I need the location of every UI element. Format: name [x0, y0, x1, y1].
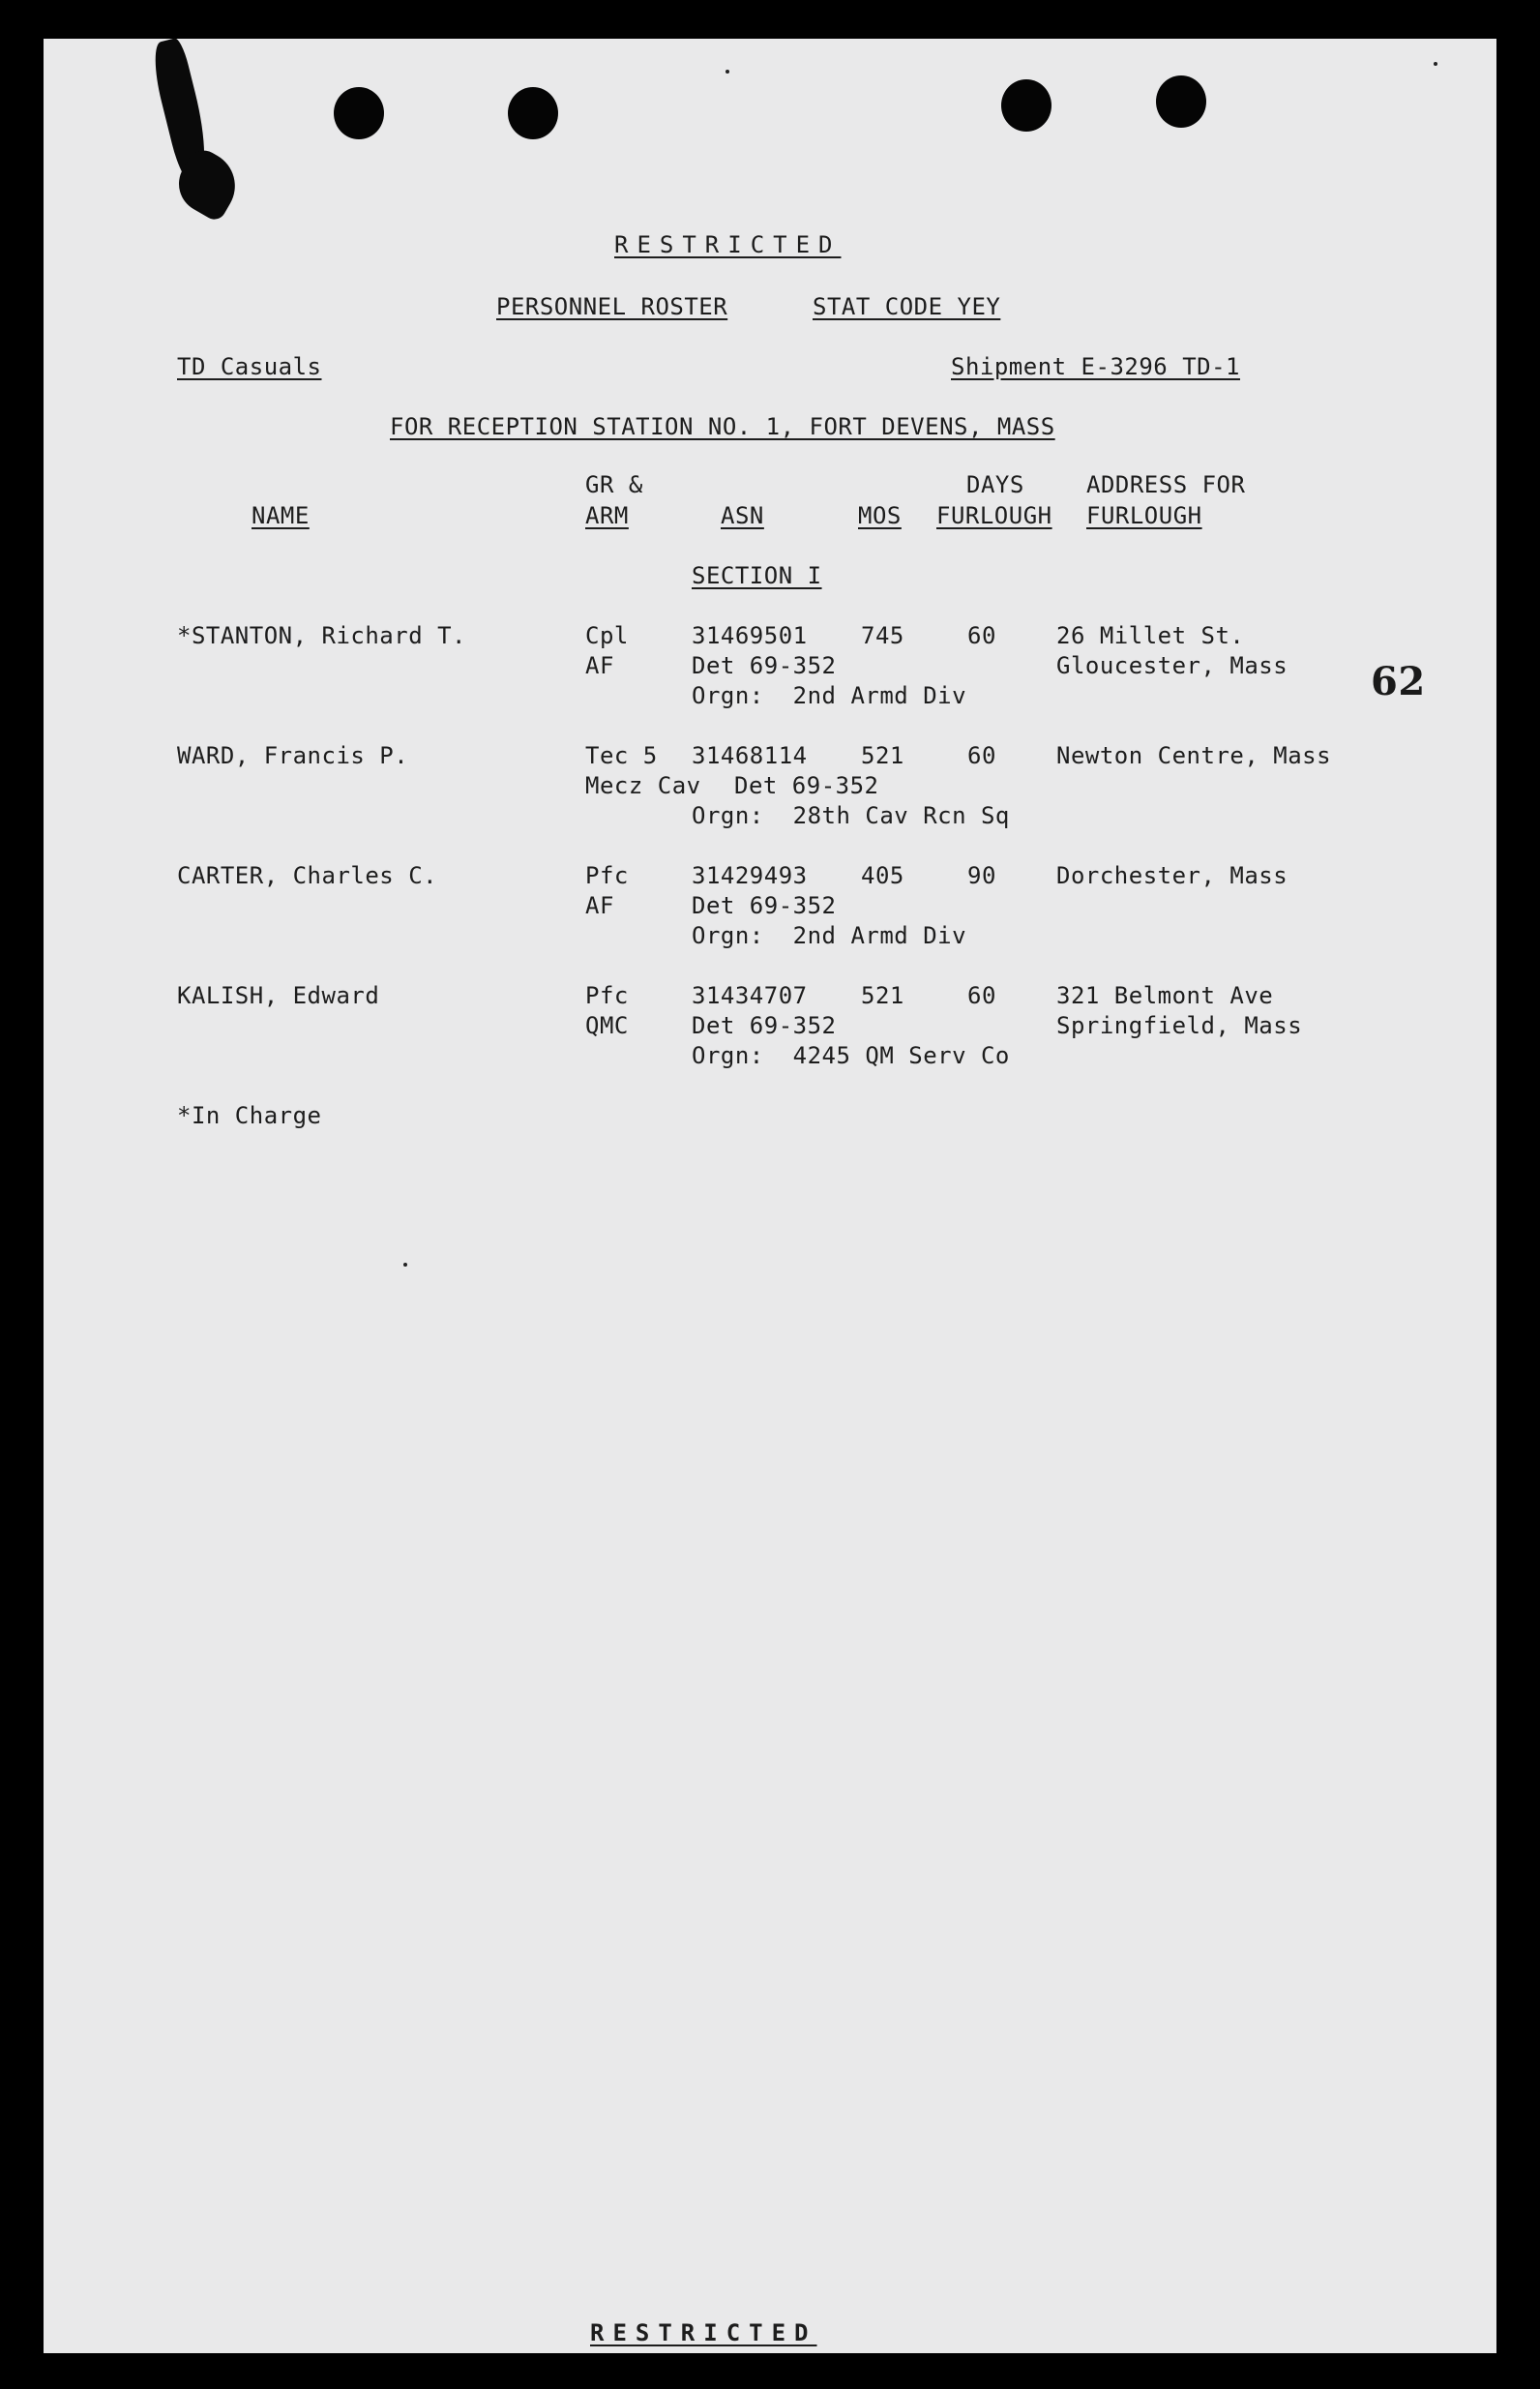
column-header-name: NAME	[252, 502, 310, 529]
roster-row-mos: 521	[861, 742, 904, 769]
roster-row-asn: 31429493	[692, 862, 808, 889]
roster-title: PERSONNEL ROSTER	[496, 293, 728, 320]
roster-row-mos: 521	[861, 982, 904, 1009]
column-header-address-furlough: FURLOUGH	[1086, 502, 1202, 529]
document-page	[44, 39, 1496, 2353]
column-header-furlough: FURLOUGH	[936, 502, 1052, 529]
roster-row-address: Springfield, Mass	[1056, 1012, 1303, 1039]
roster-row-grade: Cpl	[585, 622, 629, 649]
roster-row-detail: Det 69-352	[692, 1012, 837, 1039]
shipment-number: Shipment E-3296 TD-1	[951, 353, 1240, 380]
punch-hole	[1001, 79, 1051, 132]
roster-row-name: *STANTON, Richard T.	[177, 622, 466, 649]
roster-row-days: 60	[967, 622, 996, 649]
roster-row-detail: Det 69-352	[692, 892, 837, 919]
roster-row-grade: Pfc	[585, 862, 629, 889]
paper-speck	[403, 1263, 407, 1267]
roster-row-days: 90	[967, 862, 996, 889]
roster-row-days: 60	[967, 982, 996, 1009]
paper-speck	[1434, 62, 1437, 66]
roster-row-name: KALISH, Edward	[177, 982, 380, 1009]
classification-footer: RESTRICTED	[590, 2319, 817, 2346]
paper-speck	[726, 70, 729, 74]
column-header-grade: GR &	[585, 471, 643, 498]
roster-row-arm: AF	[585, 652, 614, 679]
punch-hole	[1156, 75, 1206, 128]
destination: FOR RECEPTION STATION NO. 1, FORT DEVENS, MASS	[390, 413, 1055, 440]
roster-row-orgn: Orgn: 4245 QM Serv Co	[692, 1042, 1010, 1069]
roster-row-asn: 31468114	[692, 742, 808, 769]
stat-code: STAT CODE YEY	[813, 293, 1001, 320]
roster-row-arm: QMC	[585, 1012, 629, 1039]
section-title: SECTION I	[692, 562, 822, 589]
page-number: 62	[1371, 659, 1426, 704]
roster-row-name: CARTER, Charles C.	[177, 862, 438, 889]
footnote: *In Charge	[177, 1102, 322, 1129]
roster-row-grade: Pfc	[585, 982, 629, 1009]
column-header-mos: MOS	[858, 502, 902, 529]
roster-row-orgn: Orgn: 2nd Armd Div	[692, 922, 967, 949]
roster-row-orgn: Orgn: 28th Cav Rcn Sq	[692, 802, 1010, 829]
roster-row-address: Dorchester, Mass	[1056, 862, 1288, 889]
roster-row-mos: 745	[861, 622, 904, 649]
column-header-asn: ASN	[721, 502, 764, 529]
punch-hole	[508, 87, 558, 139]
roster-row-name: WARD, Francis P.	[177, 742, 409, 769]
roster-row-arm: Mecz Cav	[585, 772, 701, 799]
roster-row-arm: AF	[585, 892, 614, 919]
group-label: TD Casuals	[177, 353, 322, 380]
roster-row-days: 60	[967, 742, 996, 769]
roster-row-asn: 31469501	[692, 622, 808, 649]
roster-row-asn: 31434707	[692, 982, 808, 1009]
roster-row-grade: Tec 5	[585, 742, 658, 769]
punch-hole	[334, 87, 384, 139]
roster-row-address: Gloucester, Mass	[1056, 652, 1288, 679]
roster-row-detail: Det 69-352	[692, 652, 837, 679]
roster-row-mos: 405	[861, 862, 904, 889]
column-header-arm: ARM	[585, 502, 629, 529]
column-header-days: DAYS	[966, 471, 1024, 498]
classification-header: RESTRICTED	[614, 231, 842, 258]
roster-row-detail: Det 69-352	[734, 772, 879, 799]
roster-row-address: Newton Centre, Mass	[1056, 742, 1332, 769]
roster-row-orgn: Orgn: 2nd Armd Div	[692, 682, 967, 709]
column-header-address: ADDRESS FOR	[1086, 471, 1246, 498]
roster-row-address: 26 Millet St.	[1056, 622, 1245, 649]
roster-row-address: 321 Belmont Ave	[1056, 982, 1274, 1009]
